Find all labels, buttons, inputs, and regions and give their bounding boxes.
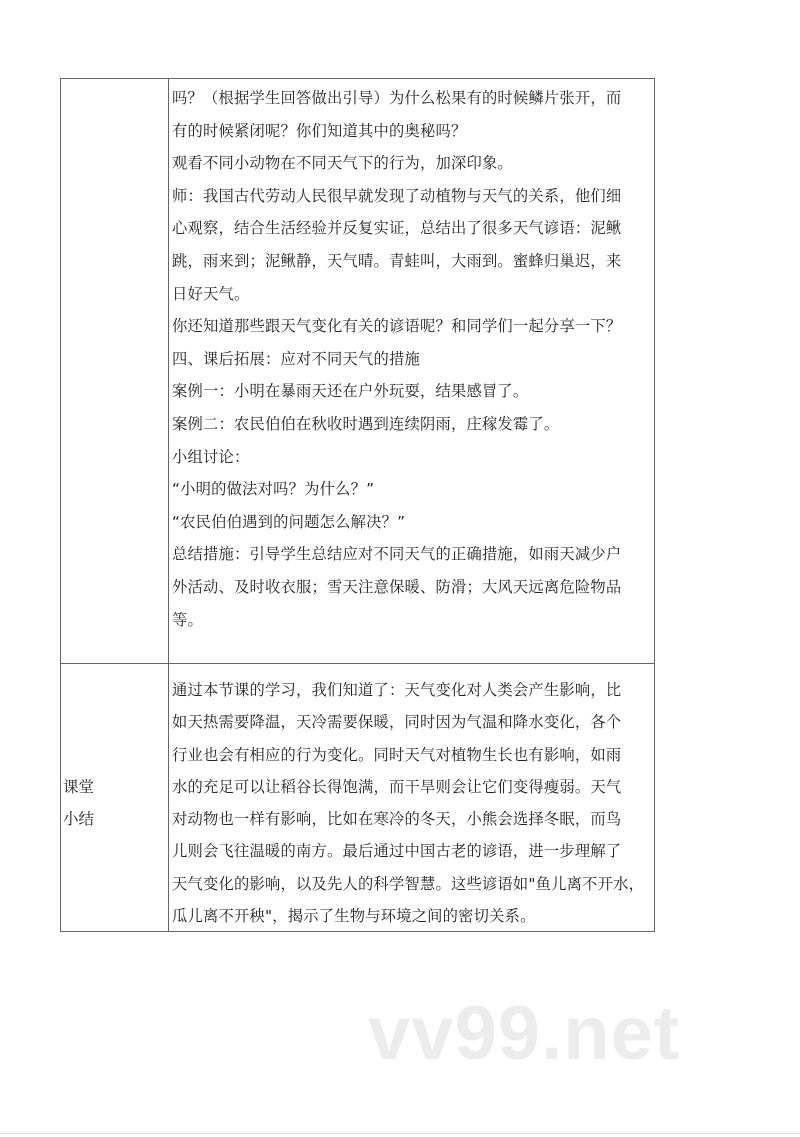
text-line: 小组讨论： <box>172 447 250 466</box>
text-line: 吗？（根据学生回答做出引导）为什么松果有的时候鳞片张开，而 <box>172 89 622 107</box>
text-line: 瓜儿离不开秧"，揭示了生物与环境之间的密切关系。 <box>172 907 536 926</box>
text-line: 天气变化的影响，以及先人的科学智慧。这些谚语如"鱼儿离不开水， <box>172 874 645 893</box>
text-line: “农民伯伯遇到的问题怎么解决？” <box>172 512 406 531</box>
activities-content-cell <box>169 79 654 663</box>
row-label-cell <box>61 79 169 663</box>
row-label-cell <box>61 664 169 931</box>
summary-label-line: 小结 <box>63 810 95 828</box>
text-line: 对动物也一样有影响，比如在寒冷的冬天，小熊会选择冬眠，而鸟 <box>172 810 622 829</box>
text-line: 外活动、及时收衣服；雪天注意保暖、防滑；大风天远离危险物品 <box>172 577 622 596</box>
text-line: 总结措施：引导学生总结应对不同天气的正确措施，如雨天减少户 <box>172 545 622 564</box>
text-line: 日好天气。 <box>172 284 250 303</box>
page-edge-divider <box>0 1133 800 1134</box>
summary-label-line: 课堂 <box>63 778 95 796</box>
text-line: 水的充足可以让稻谷长得饱满，而干旱则会让它们变得瘦弱。天气 <box>172 777 622 796</box>
text-line: “小明的做法对吗？为什么？” <box>172 480 375 499</box>
table-row-summary <box>61 663 654 931</box>
text-line: 四、课后拓展：应对不同天气的措施 <box>172 349 420 368</box>
text-line: 行业也会有相应的行为变化。同时天气对植物生长也有影响，如雨 <box>172 745 622 764</box>
text-line: 跳，雨来到；泥鳅静，天气晴。青蛙叫，大雨到。蜜蜂归巢迟，来 <box>172 251 622 270</box>
text-line: 师：我国古代劳动人民很早就发现了动植物与天气的关系，他们细 <box>172 186 622 205</box>
text-line: 你还知道那些跟天气变化有关的谚语呢？和同学们一起分享一下？ <box>172 317 622 336</box>
text-line: 儿则会飞往温暖的南方。最后通过中国古老的谚语，进一步理解了 <box>172 842 622 861</box>
summary-content-cell <box>169 664 654 931</box>
text-line: 等。 <box>172 610 203 629</box>
text-line: 如天热需要降温，天冷需要保暖，同时因为气温和降水变化，各个 <box>172 713 622 732</box>
watermark: vv99.net <box>368 991 681 1076</box>
text-line: 案例二：农民伯伯在秋收时遇到连续阴雨，庄稼发霉了。 <box>172 414 560 433</box>
text-line: 通过本节课的学习，我们知道了：天气变化对人类会产生影响，比 <box>172 681 622 699</box>
text-line: 案例一：小明在暴雨天还在户外玩耍，结果感冒了。 <box>172 382 529 401</box>
text-line: 有的时候紧闭呢？你们知道其中的奥秘吗？ <box>172 121 467 140</box>
table-row-activities <box>61 78 654 663</box>
text-line: 心观察，结合生活经验并反复实证，总结出了很多天气谚语：泥鳅 <box>172 219 622 238</box>
lesson-table <box>60 78 655 932</box>
text-line: 观看不同小动物在不同天气下的行为，加深印象。 <box>172 154 513 173</box>
